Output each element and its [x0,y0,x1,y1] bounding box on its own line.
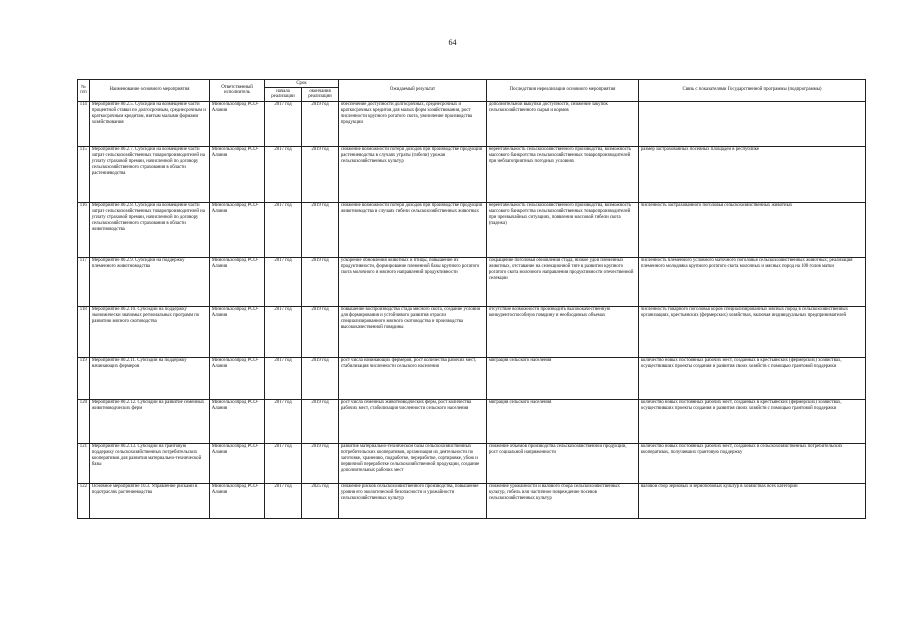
cell-name: Мероприятие 80.2.8. Субсидии на возмещение части затрат сельскохозяйственных товаропроизводителей на уплату страховой премии, начисленной по договору сельскохозяйственного страхования в области животноводства [90,202,210,257]
cell-expected: ускорение обновления животных и птицы, повышение их продуктивности, формирование племенной базы крупного рогатого скота молочного и мясного направлений продуктивности [339,257,487,306]
cell-link: валовой сбор зерновых и зернобобовых культур в хозяйствах всех категорий [639,483,866,518]
cell-end: 2019 год [302,443,339,483]
table-row [78,306,866,357]
cell-end: 2019 год [302,101,339,146]
cell-consequences: миграция сельского населения [487,399,639,443]
table-row [78,443,866,483]
cell-num: 118 [78,306,90,357]
cell-end: 2025 год [302,483,339,518]
cell-num: 115 [78,146,90,202]
cell-consequences: дополнительной выкупки доступности, снижение закупок сельскохозяйственного сырья и кормов [487,101,639,146]
header-expected: Ожидаемый результат [339,80,487,102]
cell-link: численность застрахованного поголовья сельскохозяйственных животных [639,202,866,257]
cell-link [639,101,866,146]
cell-responsible: Минсельхозпрод РСО-Алания [210,257,265,306]
cell-num: 114 [78,101,90,146]
table-row [78,257,866,306]
cell-link: количество новых постоянных рабочих мест, созданных в крестьянских (фермерских) хозяйствах, осуществивших проекты создания и развития своих хозяйств с помощью грантовой поддержки [639,357,866,399]
header-end: окончания реализации [302,87,339,101]
cell-end: 2019 год [302,357,339,399]
cell-consequences: снижение объемов производства сельскохозяйственной продукции, рост социальной напряженности [487,443,639,483]
header-name: Наименование основного мероприятия [90,80,210,102]
cell-start: 2017 год [265,101,302,146]
cell-name: Мероприятие 80.2.7. Субсидии на возмещение части затрат сельскохозяйственных товаропроизводителей на уплату страховой премии, начисленной по договору сельскохозяйственного страхования в области растениеводства [90,146,210,202]
cell-start: 2017 год [265,399,302,443]
cell-responsible: Минсельхозпрод РСО-Алания [210,101,265,146]
cell-consequences: нерентабельность сельскохозяйственного производства, возможность массового банкротства сельскохозяйственных товаропроизводителей при чрезвычайных ситуациях, появлении массовой гибели скота (падежа) [487,202,639,257]
cell-consequences: отсутствие возможности производить высококачественную конкурентоспособную говядину и необходимых объемах [487,306,639,357]
cell-consequences: сокращение поголовья обновления стада, низкое удои племенных животных, отставание на селекционной тяге в развитии крупного рогатого скота молочного направления продуктивности отечественной селекции [487,257,639,306]
cell-start: 2017 год [265,483,302,518]
cell-link: количество новых постоянных рабочих мест, созданных в сельскохозяйственных потребительских кооперативах, получивших грантовую поддержку [639,443,866,483]
table-row [78,399,866,443]
header-consequences: Последствия нереализации основного мероприятия [487,80,639,102]
table-row [78,483,866,518]
table-row [78,357,866,399]
cell-end: 2019 год [302,306,339,357]
cell-consequences: миграция сельского населения [487,357,639,399]
cell-responsible: Минсельхозпрод РСО-Алания [210,202,265,257]
header-link: Связь с показателями Государственной программы (подпрограммы) [639,80,866,102]
cell-num: 120 [78,399,90,443]
measures-table [77,79,866,519]
table-row [78,146,866,202]
cell-name: Мероприятие 80.2.9. Субсидии на поддержку племенного животноводства [90,257,210,306]
cell-name: Основное мероприятие 10.3. Управление рисками в подотраслях растениеводства [90,483,210,518]
cell-expected: рост числа семейных животноводческих ферм, рост количества рабочих мест, стабилизация численности сельского населения [339,399,487,443]
cell-responsible: Минсельхозпрод РСО-Алания [210,306,265,357]
cell-expected: снижение возможности потери доходов при производстве продукции растениеводства в случаях утраты (гибели) урожая сельскохозяйственных культур [339,146,487,202]
table-body [78,101,866,518]
cell-end: 2019 год [302,146,339,202]
header-row [78,80,866,88]
cell-name: Мероприятие 80.2.13. Субсидии на грантовую поддержку сельскохозяйственных потребительских кооперативов для развития материально-технической базы [90,443,210,483]
header-responsible: Ответственный исполнитель [210,80,265,102]
table-row [78,202,866,257]
cell-consequences: снижение урожайности и валового сбора сельскохозяйственных культур, гибель или частичное повреждение посевов сельскохозяйственных культур [487,483,639,518]
cell-start: 2017 год [265,257,302,306]
cell-expected: повышение воспроизводства стада мясного скота, создание условий для формирования и устойчивого развития отрасли специализированного мясного скотоводства и производства высококачественной говядины [339,306,487,357]
cell-num: 119 [78,357,90,399]
cell-responsible: Минсельхозпрод РСО-Алания [210,399,265,443]
header-start: начала реализации [265,87,302,101]
table-header [78,80,866,102]
cell-end: 2019 год [302,202,339,257]
cell-start: 2017 год [265,146,302,202]
cell-name: Мероприятие 80.2.11. Субсидии на поддержку начинающих фермеров [90,357,210,399]
cell-start: 2017 год [265,357,302,399]
header-term: Срок [265,80,339,88]
cell-expected: развитие материально-технической базы сельскохозяйственных потребительских кооперативов, организация их деятельности по заготовке, хранению, подработке, переработке, сортировке, убою и первичной переработке сельскохозяйственной продукции, создание дополнительных рабочих мест [339,443,487,483]
cell-link: размер застрахованных посевных площадей в республике [639,146,866,202]
header-num: № п/п [78,80,90,102]
cell-num: 122 [78,483,90,518]
cell-num: 121 [78,443,90,483]
page-number: 64 [448,38,457,47]
table-row [78,101,866,146]
cell-link: количество новых постоянных рабочих мест, созданных в крестьянских (фермерских) хозяйствах, осуществивших проекты создания и развития своих хозяйств с помощью грантовой поддержки [639,399,866,443]
cell-name: Мероприятие 80.2.12. Субсидии на развитие семейных животноводческих ферм [90,399,210,443]
cell-consequences: нерентабельность сельскохозяйственного производства, возможность массового банкротства сельскохозяйственных товаропроизводителей при неблагоприятных погодных условиях [487,146,639,202]
cell-end: 2019 год [302,399,339,443]
cell-end: 2019 год [302,257,339,306]
cell-num: 116 [78,202,90,257]
cell-responsible: Минсельхозпрод РСО-Алания [210,483,265,518]
cell-expected: снижение рисков сельскохозяйственного производства, повышение уровня его экологической безопасности и урожайности сельскохозяйственных культур [339,483,487,518]
cell-link: численность товарного поголовья коров специализированных мясных пород в сельскохозяйственных организациях, крестьянских (фермерских) хозяйствах, включая индивидуальных предпринимателей [639,306,866,357]
cell-start: 2017 год [265,443,302,483]
cell-responsible: Минсельхозпрод РСО-Алания [210,443,265,483]
cell-link: численность племенного условного маточного поголовья сельскохозяйственных животных; реализация племенного молодняка крупного рогатого скота молочных и мясных пород на 100 голов матки [639,257,866,306]
cell-responsible: Минсельхозпрод РСО-Алания [210,146,265,202]
cell-responsible: Минсельхозпрод РСО-Алания [210,357,265,399]
cell-name: Мероприятие 80.2.10. Субсидии на поддержку экономически значимых региональных программ по развитию мясного скотоводства [90,306,210,357]
cell-name: Мероприятие 80.2.5. Субсидии на возмещение части процентной ставки по долгосрочным, среднесрочным и краткосрочным кредитам, взятым малыми формами хозяйствования [90,101,210,146]
cell-num: 117 [78,257,90,306]
cell-expected: рост числа начинающих фермеров, рост количества рабочих мест, стабилизация численности сельского населения [339,357,487,399]
cell-expected: снижение возможности потери доходов при производстве продукции животноводства в случаях гибели сельскохозяйственных животных [339,202,487,257]
cell-start: 2017 год [265,202,302,257]
cell-expected: обеспечение доступности долгосрочных, среднесрочных и краткосрочных кредитов для малых форм хозяйствования, рост численности крупного рогатого скота, увеличение производства продукции [339,101,487,146]
cell-start: 2017 год [265,306,302,357]
